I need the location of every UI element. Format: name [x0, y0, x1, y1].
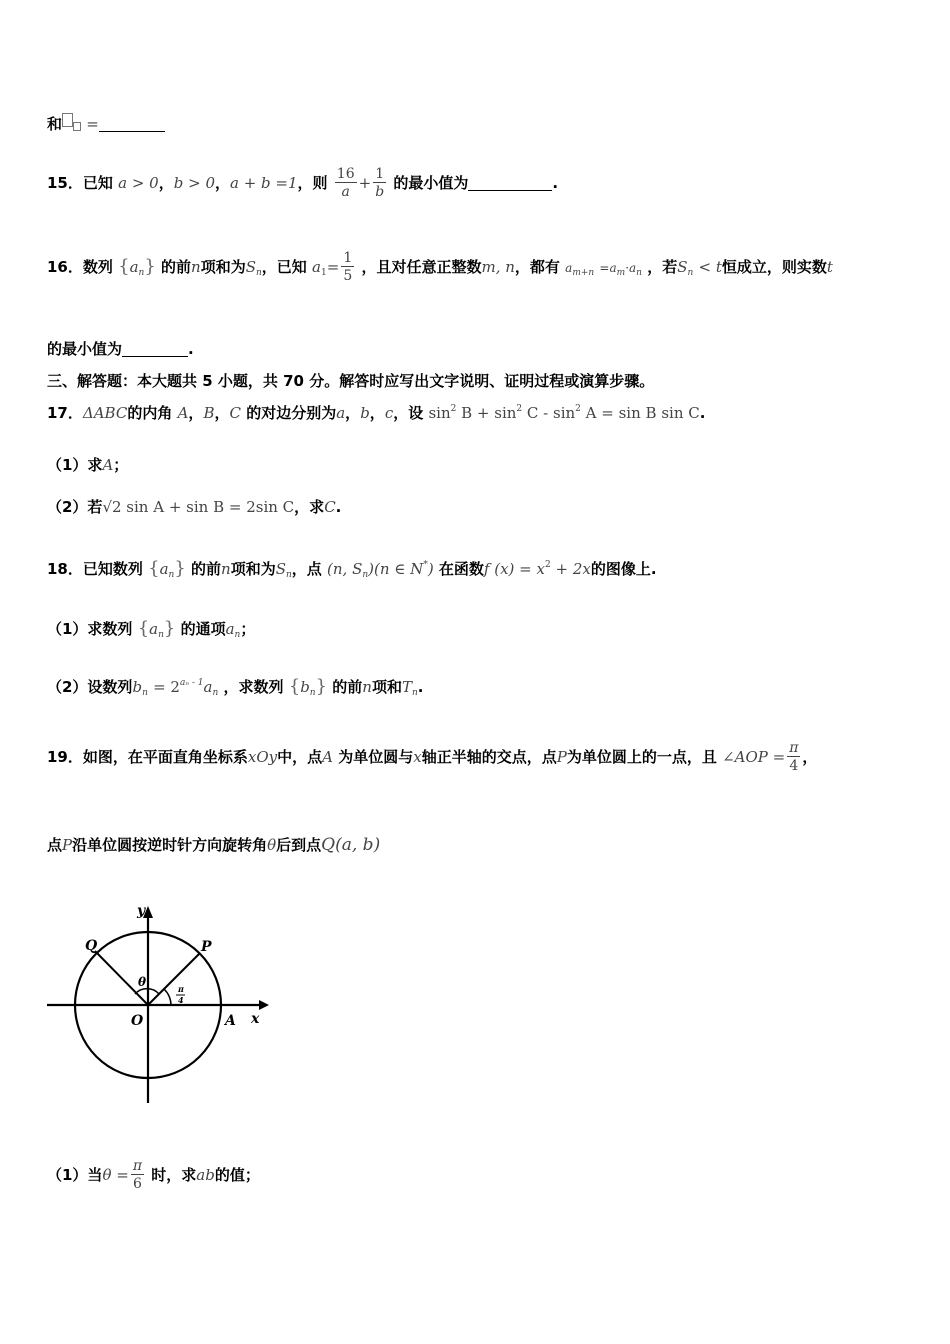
q17-cond: sin [428, 404, 451, 422]
q16-S: S [245, 258, 256, 276]
q17-p2-end: . [335, 498, 342, 516]
q16-eq: = [326, 258, 340, 276]
theta-label: θ [138, 975, 147, 989]
q16-mn: m, n [481, 258, 515, 276]
q15-comma: ， [158, 174, 174, 192]
question-15 [47, 166, 558, 201]
q17-triangle: ΔABC [82, 404, 128, 422]
q15-cond-b: b > 0 [173, 174, 215, 192]
answer-blank [468, 176, 552, 191]
unit-circle-figure [47, 898, 272, 1103]
q16-text: ，已知 [261, 258, 307, 276]
frac-num: π [789, 740, 799, 756]
q16-fraction [341, 250, 354, 285]
answer-blank [99, 117, 165, 132]
q18-p2-n: n [362, 678, 372, 696]
q18-S-sub: n [286, 570, 292, 580]
q17-p2-cond: √2 sin A + sin B = 2sin C [102, 498, 295, 516]
q15-cond-sum: a + b =1 [230, 174, 298, 192]
q19-p1-text: 时，求 [151, 1166, 197, 1184]
q18-p2-seq-sub: n [309, 688, 316, 698]
q19-theta: θ [267, 836, 277, 854]
frac-num: 16 [336, 166, 355, 182]
q18-p1-label: （1）求数列 [47, 620, 133, 638]
q19-angle: ∠AOP = [722, 748, 786, 766]
q16-S-sub: n [256, 268, 262, 278]
q16-rel: a [609, 261, 617, 275]
frac-num: 1 [343, 250, 353, 266]
q15-comma: ， [214, 174, 230, 192]
q16-rel: a [565, 261, 573, 275]
question-16 [47, 250, 833, 285]
q18-p2-a-sub: n [212, 688, 219, 698]
q16-text: 项和为 [200, 258, 246, 276]
question-17 [47, 402, 705, 423]
q17-cond: B + sin [456, 404, 517, 422]
q17-end: . [699, 404, 706, 422]
q16-text: 的最小值为 [47, 340, 123, 358]
q18-point: (n, S [327, 560, 363, 578]
q17-b: b [360, 404, 370, 422]
q17-number: 17． [47, 404, 83, 422]
brace-icon: } [163, 618, 176, 639]
q18-point-close: ) [427, 560, 434, 578]
q18-p2-a: a [203, 678, 213, 696]
q19-x: x [413, 748, 422, 766]
q18-p1-an: a [225, 620, 235, 638]
q19-xOy: xOy [247, 748, 278, 766]
frac-den: a [341, 184, 350, 200]
q19-number: 19． [47, 748, 83, 766]
q18-p2-T-sub: n [412, 688, 418, 698]
q17-A: A [177, 404, 189, 422]
brace-icon: { [148, 558, 160, 579]
q18-text: 在函数 [438, 560, 484, 578]
top-prefix: 和 [47, 115, 63, 133]
q19-text: 后到点 [276, 836, 322, 854]
frac-den: 6 [132, 1176, 142, 1192]
q16-t: t [826, 258, 833, 276]
q17-text: 的对边分别为 [246, 404, 337, 422]
q18-p2-text: 的前 [332, 678, 363, 696]
q15-text: ，则 [297, 174, 328, 192]
q18-p1-seq-sub: n [158, 630, 164, 640]
ray-OP [148, 953, 200, 1005]
q16-ineq-sub: n [687, 268, 694, 278]
q19-text: 点 [47, 836, 63, 854]
q16-seq: a [129, 258, 139, 276]
q18-func-sq: 2 [544, 560, 551, 570]
q16-text: 的前 [161, 258, 192, 276]
top-equals: = [86, 115, 99, 133]
q17-p2-text: ，求 [294, 498, 325, 516]
q19-text: 沿单位圆按逆时针方向旋转角 [72, 836, 268, 854]
q16-number: 16． [47, 258, 83, 276]
q18-text: 已知数列 [82, 560, 143, 578]
q16-n: n [191, 258, 201, 276]
q17-comma: ， [369, 404, 385, 422]
q15-end: . [552, 174, 559, 192]
question-17-part-1 [47, 454, 128, 475]
q19-p1-ab: ab [196, 1166, 215, 1184]
q18-p2-b: b [132, 678, 143, 696]
q19-p1-label: （1）当 [47, 1166, 103, 1184]
x-axis-arrow-icon [259, 1000, 269, 1010]
q18-p2-label: （2）设数列 [47, 678, 133, 696]
question-19-line-2 [47, 834, 380, 855]
q16-a1-sub: 1 [321, 268, 327, 278]
point-A-label: A [225, 1013, 236, 1029]
q15-fraction-1-b [373, 166, 386, 201]
q18-func: + 2x [550, 560, 591, 578]
q16-text: 数列 [82, 258, 113, 276]
q18-p1-an-sub: n [234, 630, 241, 640]
pi4-den: 4 [178, 995, 184, 1005]
q17-p1-end: ； [113, 456, 129, 474]
q19-p1-fraction [131, 1158, 144, 1193]
brace-icon: } [144, 256, 156, 277]
q19-p1-end: 的值； [214, 1166, 260, 1184]
q18-n: n [221, 560, 231, 578]
q17-cond: A = sin B sin C [580, 404, 700, 422]
q18-p2-end: . [417, 678, 424, 696]
q17-p1-label: （1）求 [47, 456, 103, 474]
q18-text: 的图像上. [590, 560, 657, 578]
q18-seq-sub: n [168, 570, 175, 580]
question-18-part-2 [47, 676, 424, 698]
q19-text: 为单位圆上的一点，且 [566, 748, 717, 766]
q18-p2-seq: b [300, 678, 310, 696]
q18-S: S [275, 560, 286, 578]
q19-P: P [62, 836, 73, 854]
question-19-part-1 [47, 1158, 260, 1193]
q19-text: ， [802, 748, 818, 766]
frac-num: 1 [375, 166, 385, 182]
q18-p1-text: 的通项 [180, 620, 226, 638]
q18-p2-T: T [401, 678, 412, 696]
q16-rel-sub: m [616, 268, 626, 278]
q15-text: 的最小值为 [393, 174, 469, 192]
q15-number: 15． [47, 174, 83, 192]
q19-Q: Q(a, b) [321, 835, 381, 855]
point-Q-label: Q [85, 938, 98, 954]
frac-num: π [132, 1158, 143, 1174]
placeholder-glyph-icon [62, 113, 73, 127]
question-18 [47, 558, 657, 580]
pi4-num: π [178, 984, 184, 994]
q17-cond-sq: 2 [575, 404, 581, 414]
frac-den: 4 [789, 758, 799, 774]
question-17-part-2 [47, 496, 341, 517]
q17-cond-sq: 2 [516, 404, 523, 414]
q18-text: 的前 [191, 560, 222, 578]
section-3-heading: 三、解答题：本大题共 5 小题，共 70 分。解答时应写出文字说明、证明过程或演算步骤。 [47, 372, 655, 390]
q16-text: ，且对任意正整数 [361, 258, 482, 276]
q16-ineq-S: S [677, 258, 688, 276]
top-fragment-line [47, 113, 165, 134]
q17-cond-sq: 2 [450, 404, 457, 414]
q16-ineq: < t [698, 258, 722, 276]
q18-point-star: * [423, 560, 428, 570]
answer-blank [122, 342, 188, 357]
q18-p2-exp: aₙ - 1 [179, 678, 204, 688]
y-label: y [137, 903, 146, 919]
q16-rel: a [629, 261, 637, 275]
q19-A: A [322, 748, 333, 766]
question-16-line-2 [47, 338, 194, 359]
q19-P: P [556, 748, 567, 766]
q18-text: ，点 [291, 560, 322, 578]
q17-C: C [229, 404, 241, 422]
question-19 [47, 740, 817, 775]
q19-text: 如图，在平面直角坐标系 [82, 748, 248, 766]
q17-comma: ， [188, 404, 204, 422]
pi4-arc [164, 989, 171, 1005]
q17-text: ，设 [393, 404, 424, 422]
q18-point-sub: n [362, 570, 369, 580]
q19-p1-theta: θ = [102, 1166, 129, 1184]
frac-den: 5 [343, 268, 353, 284]
q16-a1: a [312, 258, 321, 276]
point-P-label: P [201, 939, 212, 955]
q18-point: )(n ∈ N [368, 560, 424, 578]
q18-text: 项和为 [230, 560, 276, 578]
q19-fraction [787, 740, 800, 775]
q17-B: B [203, 404, 215, 422]
q16-text: ，若 [647, 258, 678, 276]
brace-icon: } [174, 558, 186, 579]
q18-p2-b-sub: n [142, 688, 148, 698]
q17-c: c [384, 404, 394, 422]
q18-p1-end: ； [240, 620, 256, 638]
q18-func: f (x) = x [483, 560, 545, 578]
q19-text: 轴正半轴的交点，点 [421, 748, 557, 766]
q15-plus: + [358, 174, 372, 192]
brace-icon: } [315, 676, 328, 697]
q15-text: 已知 [82, 174, 113, 192]
q16-rel-dot: · [625, 261, 630, 275]
frac-den: b [375, 184, 385, 200]
x-label: x [251, 1011, 260, 1027]
q16-seq-sub: n [138, 268, 145, 278]
q18-p2-text: ，求数列 [223, 678, 284, 696]
q16-end: . [188, 340, 194, 358]
brace-icon: { [137, 618, 150, 639]
q17-text: 的内角 [127, 404, 173, 422]
q18-p1-seq: a [149, 620, 159, 638]
q15-cond-a: a > 0 [118, 174, 159, 192]
q18-number: 18． [47, 560, 83, 578]
q18-p2-text: 项和 [371, 678, 402, 696]
q16-rel-sub: m+n [572, 268, 595, 278]
q16-text: 恒成立，则实数 [721, 258, 827, 276]
placeholder-glyph-small-icon [73, 122, 81, 131]
q19-text: 为单位圆与 [338, 748, 414, 766]
brace-icon: { [288, 676, 301, 697]
q17-cond: C - sin [522, 404, 576, 422]
q17-comma: ， [214, 404, 230, 422]
q18-p2-eq: = 2 [153, 678, 180, 696]
q19-text: 中，点 [277, 748, 323, 766]
q15-fraction-16-a [335, 166, 357, 201]
q18-seq: a [159, 560, 169, 578]
q16-rel-sub: n [636, 268, 642, 278]
q17-p2-label: （2）若 [47, 498, 103, 516]
q17-p2-var: C [324, 498, 336, 516]
q16-text: ，都有 [514, 258, 560, 276]
question-18-part-1 [47, 618, 255, 640]
brace-icon: { [118, 256, 130, 277]
q17-a: a [336, 404, 346, 422]
origin-label: O [131, 1013, 144, 1029]
q17-comma: ， [345, 404, 361, 422]
q16-rel-eq: = [599, 261, 610, 275]
q17-p1-var: A [102, 456, 114, 474]
